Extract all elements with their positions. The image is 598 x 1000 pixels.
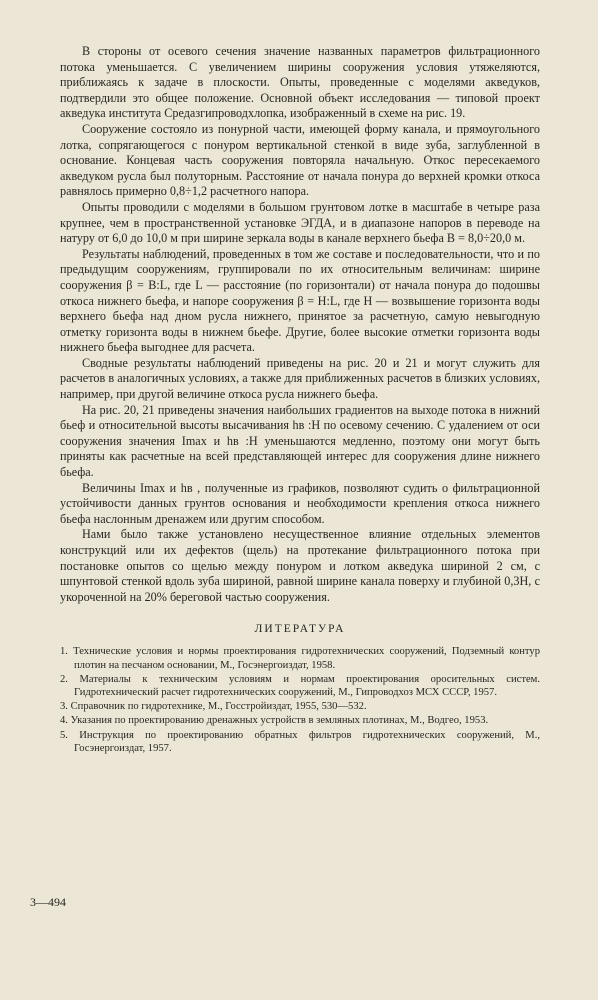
literature-heading: ЛИТЕРАТУРА [254, 623, 346, 636]
paragraph: Результаты наблюдений, проведенных в том же составе и последовательности, что и по предыдущим сооружениям, группировали по их относительным величинам: ширине сооружения β = B:L, где L — расстояние (по горизонтали) от начала понура до подошвы откоса нижнего бьефа, и напоре сооружения β = H:L, где H — возвышение горизонта воды верхнего бьефа над дном русла нижнего, принятое за расчетную, самую невыгодную отметку горизонта воды в нижнем бьефе. Другие, более высокие отметки горизонта воды нижнего бьефа выгоднее для расчета. [60, 246, 540, 355]
reference-item: 3. Справочник по гидротехнике, М., Госстройиздат, 1955, 530—532. [60, 701, 367, 713]
body-text [60, 44, 540, 605]
reference-item: 1. Технические условия и нормы проектирования гидротехнических сооружений, Подземный контур плотин на песчаном основании, М., Госэнергоиздат, 1958. [60, 646, 540, 671]
paragraph: Сооружение состояло из понурной части, имеющей форму канала, и прямоугольного лотка, сопрягающегося с понуром вертикальной стенкой в виде зуба, заглубленной в основание. Концевая часть сооружения повторяла начальную. Откос пересекаемого акведуком русла был полуторным. Расстояние от начала понура до верхней кромки откоса равнялось примерно 0,8÷1,2 расчетного напора. [60, 121, 540, 199]
paragraph: Опыты проводили с моделями в большом грунтовом лотке в масштабе в четыре раза крупнее, чем в пространственной установке ЭГДА, и в диапазоне напоров в переводе на натуру от 6,0 до 10,0 м при ширине зеркала воды в канале верхнего бьефа B = 8,0÷20,0 м. [60, 199, 540, 246]
reference-item: 5. Инструкция по проектированию обратных фильтров гидротехнических сооружений, М., Госэнергоиздат, 1957. [60, 729, 540, 754]
reference-item: 2. Материалы к техническим условиям и нормам проектирования оросительных систем. Гидротехнический расчет гидротехнических сооружений, М., Гипроводхоз МСХ СССР, 1957. [60, 673, 540, 698]
paragraph: Нами было также установлено несущественное влияние отдельных элементов конструкций или их дефектов (щель) на протекание фильтрационного потока при постановке опытов со щелью между понуром и лотком акведука шириной 2 см, с шпунтовой стенкой вдоль зуба шириной, равной ширине канала поверху и глубиной 0,3H, с укороченной на 20% береговой частью сооружения. [60, 527, 540, 604]
paragraph: В стороны от осевого сечения значение названных параметров фильтрационного потока уменьшается. С увеличением ширины сооружения условия утяжеляются, приближаясь к задаче в плоскости. Опыты, проведенные с моделями акведуков, подтвердили это общее положение. Основной объект исследования — типовой проект акведука института Средазгипроводхлопка, изображенный в схеме на рис. 19. [60, 44, 540, 121]
paragraph: Величины Imax и hв , полученные из графиков, позволяют судить о фильтрационной устойчивости данных грунтов основания и необходимости крепления откоса нижнего бьефа наслонным дренажем или другим способом. [60, 480, 540, 526]
reference-list [60, 645, 540, 755]
printer-signature: 3—494 [30, 895, 66, 909]
paragraph: На рис. 20, 21 приведены значения наибольших градиентов на выходе потока в нижний бьеф и относительной высоты высачивания hв :H по осевому сечению. С удалением от оси сооружения значения Imax и hв :H уменьшаются медленно, поэтому они могут быть приняты как расчетные на всей представляющей интерес для сооружения длине нижнего бьефа. [60, 402, 540, 480]
paragraph: Сводные результаты наблюдений приведены на рис. 20 и 21 и могут служить для расчетов в аналогичных условиях, а также для приближенных расчетов в близких условиях, например, при другой величине откоса русла нижнего бьефа. [60, 355, 540, 402]
reference-item: 4. Указания по проектированию дренажных устройств в земляных плотинах, М., Водгео, 1953. [60, 715, 489, 727]
